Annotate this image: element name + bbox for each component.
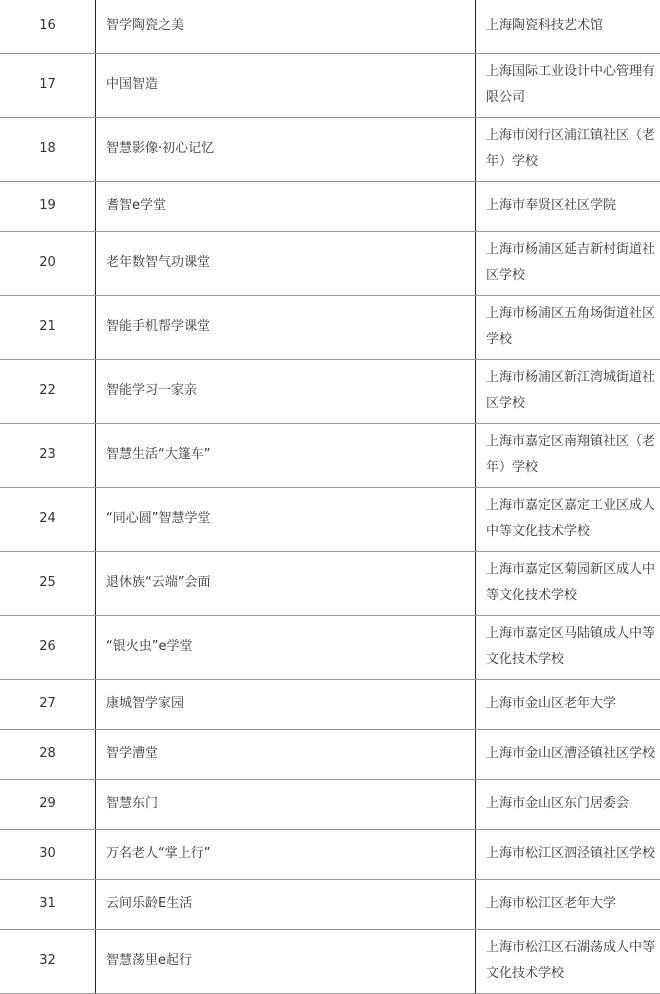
table-row [0,181,660,231]
project-name: “同心圆”智慧学堂 [96,487,476,551]
row-number: 21 [0,295,96,359]
organization-name: 上海市嘉定区菊园新区成人中等文化技术学校 [476,551,660,615]
organization-name: 上海市金山区东门居委会 [476,779,660,829]
table-row [0,615,660,679]
organization-name: 上海陶瓷科技艺术馆 [476,0,660,53]
organization-name: 上海市松江区泗泾镇社区学校 [476,829,660,879]
table-row [0,231,660,295]
organization-name: 上海市松江区老年大学 [476,879,660,929]
row-number: 30 [0,829,96,879]
table-row [0,679,660,729]
project-name: 中国智造 [96,53,476,117]
table-row [0,359,660,423]
table-row [0,487,660,551]
row-number: 31 [0,879,96,929]
row-number: 19 [0,181,96,231]
project-name: 智慧东门 [96,779,476,829]
table-row [0,0,660,53]
row-number: 22 [0,359,96,423]
project-name: 智慧生活“大篷车” [96,423,476,487]
project-name: 智慧荡里e起行 [96,929,476,993]
organization-name: 上海市松江区石湖荡成人中等文化技术学校 [476,929,660,993]
table-row [0,829,660,879]
table-row [0,295,660,359]
project-name: 康城智学家园 [96,679,476,729]
organization-name: 上海国际工业设计中心管理有限公司 [476,53,660,117]
table-row [0,423,660,487]
project-name: 耆智e学堂 [96,181,476,231]
row-number: 29 [0,779,96,829]
row-number: 25 [0,551,96,615]
project-name: 智学漕堂 [96,729,476,779]
table-row [0,729,660,779]
project-name: 智学陶瓷之美 [96,0,476,53]
organization-name: 上海市杨浦区五角场街道社区学校 [476,295,660,359]
row-number: 16 [0,0,96,53]
project-name: 万名老人“掌上行” [96,829,476,879]
row-number: 27 [0,679,96,729]
project-name: 退休族“云端”会面 [96,551,476,615]
project-name: 智能学习一家亲 [96,359,476,423]
project-name: 云间乐龄E生活 [96,879,476,929]
row-number: 18 [0,117,96,181]
table-row [0,779,660,829]
table-row [0,551,660,615]
row-number: 32 [0,929,96,993]
organization-name: 上海市闵行区浦江镇社区（老年）学校 [476,117,660,181]
project-name: 老年数智气功课堂 [96,231,476,295]
row-number: 23 [0,423,96,487]
table-row [0,117,660,181]
table-row [0,929,660,993]
organization-name: 上海市金山区漕泾镇社区学校 [476,729,660,779]
row-number: 20 [0,231,96,295]
table-row [0,879,660,929]
organization-name: 上海市嘉定区南翔镇社区（老年）学校 [476,423,660,487]
organization-name: 上海市奉贤区社区学院 [476,181,660,231]
row-number: 24 [0,487,96,551]
row-number: 26 [0,615,96,679]
project-name: 智慧影像·初心记忆 [96,117,476,181]
organization-name: 上海市杨浦区延吉新村街道社区学校 [476,231,660,295]
project-name: 智能手机帮学课堂 [96,295,476,359]
table-row [0,53,660,117]
organization-name: 上海市杨浦区新江湾城街道社区学校 [476,359,660,423]
row-number: 17 [0,53,96,117]
project-name: “银火虫”e学堂 [96,615,476,679]
row-number: 28 [0,729,96,779]
organization-name: 上海市金山区老年大学 [476,679,660,729]
organization-name: 上海市嘉定区嘉定工业区成人中等文化技术学校 [476,487,660,551]
organization-name: 上海市嘉定区马陆镇成人中等文化技术学校 [476,615,660,679]
